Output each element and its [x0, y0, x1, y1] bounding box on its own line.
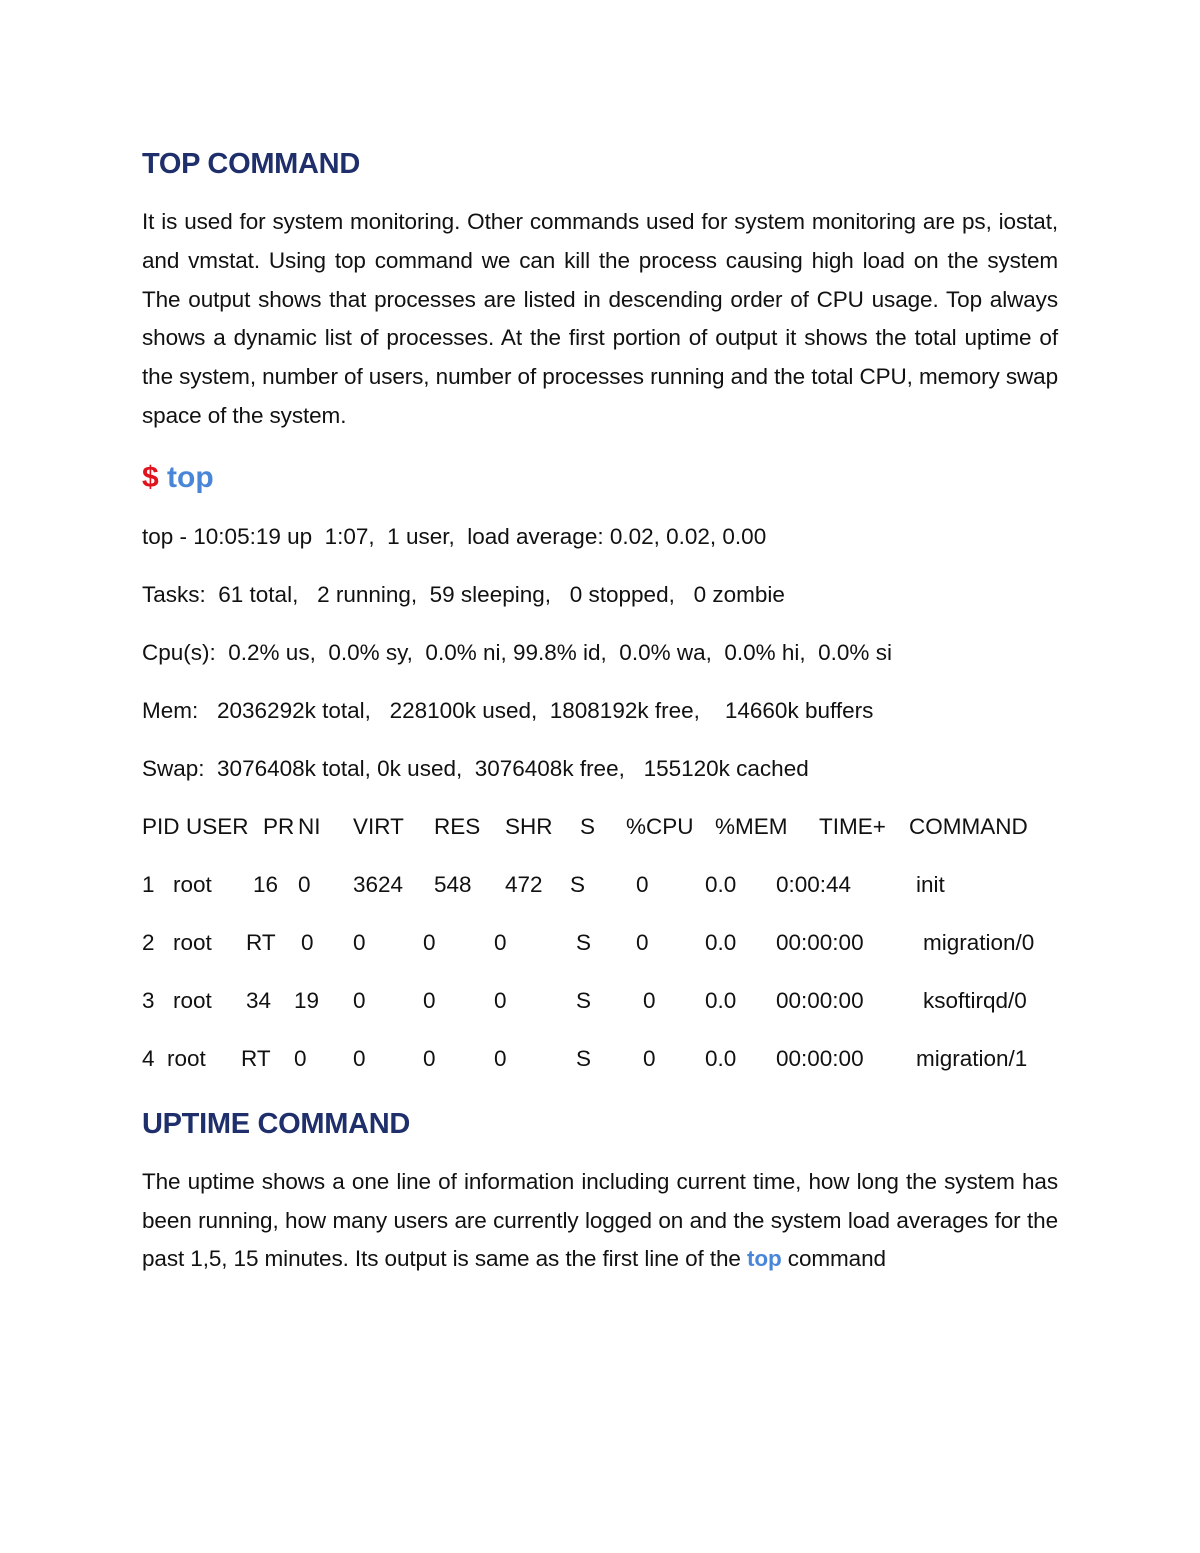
cell-pid: 3	[142, 987, 155, 1013]
cell-ni: 0	[294, 1045, 307, 1071]
cell-mem: 0.0	[705, 987, 737, 1013]
header-s: S	[580, 813, 596, 839]
cell-ni: 0	[301, 929, 314, 955]
cell-pid: 4	[142, 1045, 155, 1071]
cell-user: root	[173, 871, 212, 897]
top-command-description: It is used for system monitoring. Other commands used for system monitoring are ps, iostat, and vmstat. Using top command we can kill the process causing high load on the system The output shows that processes are listed in descending order of CPU usage. Top always shows a dynamic list of processes. At the first portion of output it shows the total uptime of the system, number of users, number of processes running and the total CPU, memory swap space of the system.	[142, 209, 1058, 428]
cell-command: migration/0	[923, 929, 1035, 955]
cell-user: root	[173, 987, 212, 1013]
tasks-line: Tasks: 61 total, 2 running, 59 sleeping, 0 stopped, 0 zombie	[142, 581, 785, 607]
header-ni: NI	[298, 813, 321, 839]
top-output-summary	[142, 522, 1058, 784]
cell-res: 548	[434, 871, 472, 897]
mem-line: Mem: 2036292k total, 228100k used, 1808192k free, 14660k buffers	[142, 697, 874, 723]
inline-top-command: top	[746, 1246, 782, 1272]
cell-time: 00:00:00	[776, 929, 864, 955]
header-user: USER	[186, 813, 249, 839]
cell-cpu: 0	[636, 871, 649, 897]
cell-mem: 0.0	[705, 929, 737, 955]
document-page	[142, 140, 1058, 1279]
header-command: COMMAND	[909, 813, 1028, 839]
cell-user: root	[167, 1045, 206, 1071]
header-pid: PID	[142, 813, 180, 839]
header-shr: SHR	[505, 813, 553, 839]
uptime-command-description	[142, 1163, 1058, 1279]
process-table	[142, 812, 1058, 1074]
process-table-header	[142, 812, 1058, 842]
cell-pid: 2	[142, 929, 155, 955]
cell-ni: 19	[294, 987, 320, 1013]
uptime-command-heading: UPTIME COMMAND	[142, 1107, 411, 1140]
cell-pr: RT	[246, 929, 276, 955]
header-virt: VIRT	[353, 813, 404, 839]
cell-cpu: 0	[636, 929, 649, 955]
uptime-text-after: command	[781, 1246, 886, 1272]
cell-user: root	[173, 929, 212, 955]
header-pr: PR	[263, 813, 295, 839]
cell-cpu: 0	[643, 1045, 656, 1071]
cell-virt: 0	[353, 987, 366, 1013]
header-time: TIME+	[819, 813, 886, 839]
cell-pr: 16	[253, 871, 279, 897]
cell-time: 00:00:00	[776, 1045, 864, 1071]
cell-time: 0:00:44	[776, 871, 852, 897]
cell-command: init	[916, 871, 945, 897]
cell-s: S	[570, 871, 586, 897]
cell-s: S	[576, 987, 592, 1013]
cell-shr: 0	[494, 987, 507, 1013]
cell-pr: RT	[241, 1045, 271, 1071]
cell-command: migration/1	[916, 1045, 1028, 1071]
cell-shr: 0	[494, 1045, 507, 1071]
header-cpu: %CPU	[626, 813, 694, 839]
header-mem: %MEM	[715, 813, 788, 839]
cell-res: 0	[423, 929, 436, 955]
cell-virt: 0	[353, 1045, 366, 1071]
cell-mem: 0.0	[705, 871, 737, 897]
shell-prompt: $	[142, 460, 159, 494]
table-row	[142, 928, 1058, 958]
cell-shr: 472	[505, 871, 543, 897]
table-row	[142, 1044, 1058, 1074]
uptime-text-before: The uptime shows a one line of information including current time, how long the system has been running, how many users are currently logged on and the system load averages for the past 1,5, 15 minutes. Its output is same as the first line of the	[142, 1168, 1058, 1272]
top-command-heading: TOP COMMAND	[142, 148, 360, 180]
header-res: RES	[434, 813, 481, 839]
uptime-line: top - 10:05:19 up 1:07, 1 user, load average: 0.02, 0.02, 0.00	[142, 523, 767, 549]
cell-mem: 0.0	[705, 1045, 737, 1071]
cell-time: 00:00:00	[776, 987, 864, 1013]
cell-virt: 3624	[353, 871, 404, 897]
cell-res: 0	[423, 1045, 436, 1071]
command-line	[142, 456, 1058, 500]
cell-virt: 0	[353, 929, 366, 955]
cell-pid: 1	[142, 871, 155, 897]
swap-line: Swap: 3076408k total, 0k used, 3076408k free, 155120k cached	[142, 755, 809, 781]
cell-cpu: 0	[643, 987, 656, 1013]
cell-s: S	[576, 929, 592, 955]
cpu-line: Cpu(s): 0.2% us, 0.0% sy, 0.0% ni, 99.8% id, 0.0% wa, 0.0% hi, 0.0% si	[142, 639, 892, 665]
table-row	[142, 870, 1058, 900]
cell-s: S	[576, 1045, 592, 1071]
cell-pr: 34	[246, 987, 272, 1013]
cell-command: ksoftirqd/0	[923, 987, 1027, 1013]
table-row	[142, 986, 1058, 1016]
cell-ni: 0	[298, 871, 311, 897]
command-name: top	[167, 460, 214, 494]
cell-res: 0	[423, 987, 436, 1013]
cell-shr: 0	[494, 929, 507, 955]
